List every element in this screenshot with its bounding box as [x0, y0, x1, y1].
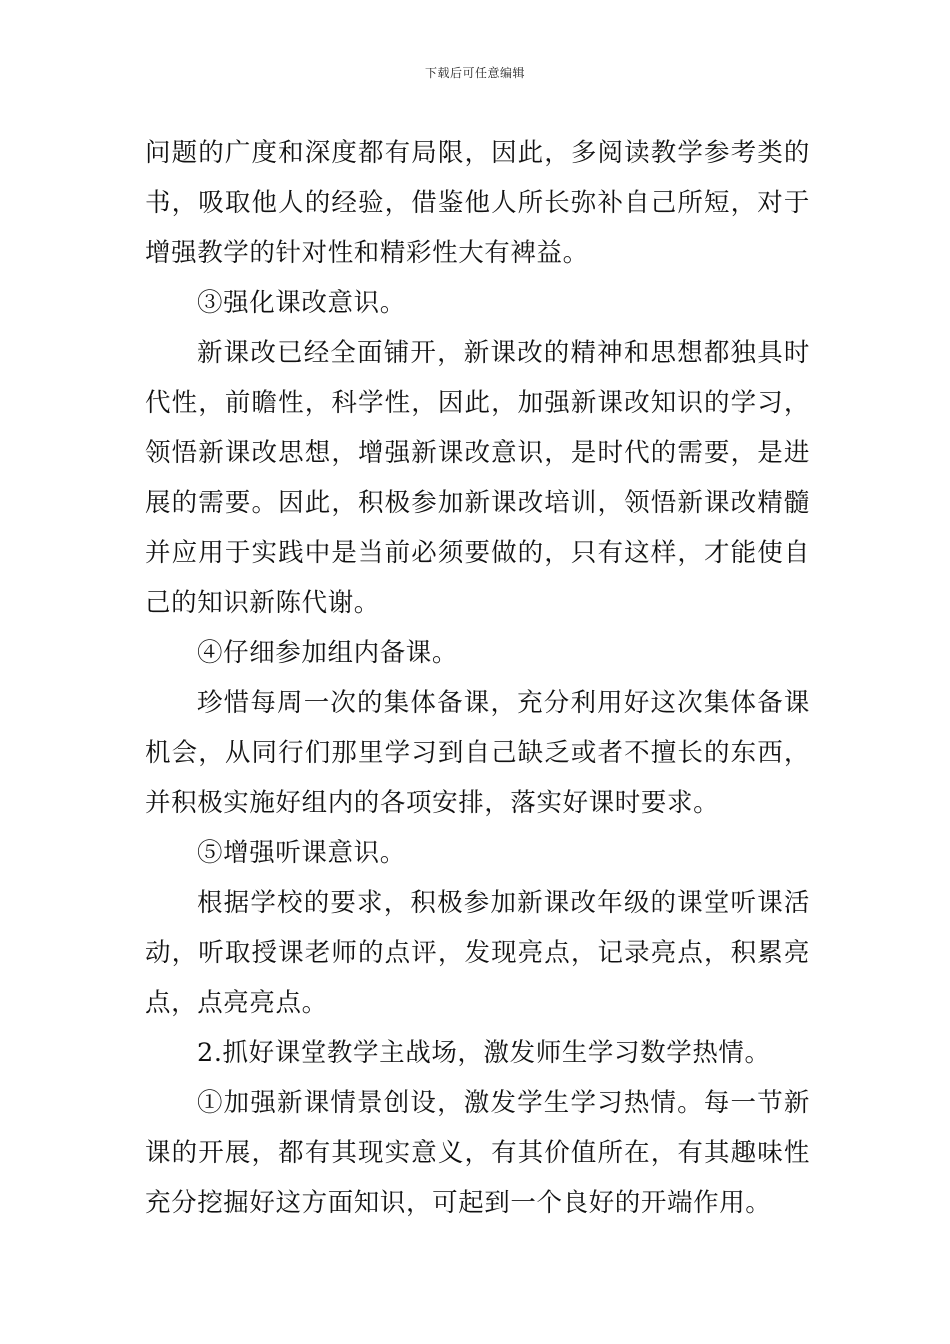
paragraph: 珍惜每周一次的集体备课，充分利用好这次集体备课机会，从同行们那里学习到自己缺乏或者不擅长的东西，并积极实施好组内的各项安排，落实好课时要求。 — [145, 688, 810, 818]
paragraph: ①加强新课情景创设，激发学生学习热情。每一节新课的开展，都有其现实意义，有其价值所在，有其趣味性充分挖掘好这方面知识，可起到一个良好的开端作用。 — [145, 1088, 810, 1218]
item-heading-4: ④仔细参加组内备课。 — [197, 638, 459, 668]
item-heading-5: ⑤增强听课意识。 — [197, 838, 406, 868]
item-heading-3: ③强化课改意识。 — [197, 288, 406, 318]
paragraph: 根据学校的要求，积极参加新课改年级的课堂听课活动，听取授课老师的点评，发现亮点，记录亮点，积累亮点，点亮亮点。 — [145, 888, 810, 1018]
paragraph-continuation: 问题的广度和深度都有局限，因此，多阅读教学参考类的书，吸取他人的经验，借鉴他人所长弥补自己所短，对于增强教学的针对性和精彩性大有裨益。 — [145, 138, 810, 268]
document-body — [145, 128, 810, 1228]
section-heading-2: 2.抓好课堂教学主战场，激发师生学习数学热情。 — [197, 1038, 771, 1068]
page-header: 下载后可任意编辑 — [424, 66, 525, 80]
paragraph: 新课改已经全面铺开，新课改的精神和思想都独具时代性，前瞻性，科学性，因此，加强新课改知识的学习，领悟新课改思想，增强新课改意识，是时代的需要，是进展的需要。因此，积极参加新课改培训，领悟新课改精髓并应用于实践中是当前必须要做的，只有这样，才能使自己的知识新陈代谢。 — [145, 338, 810, 618]
